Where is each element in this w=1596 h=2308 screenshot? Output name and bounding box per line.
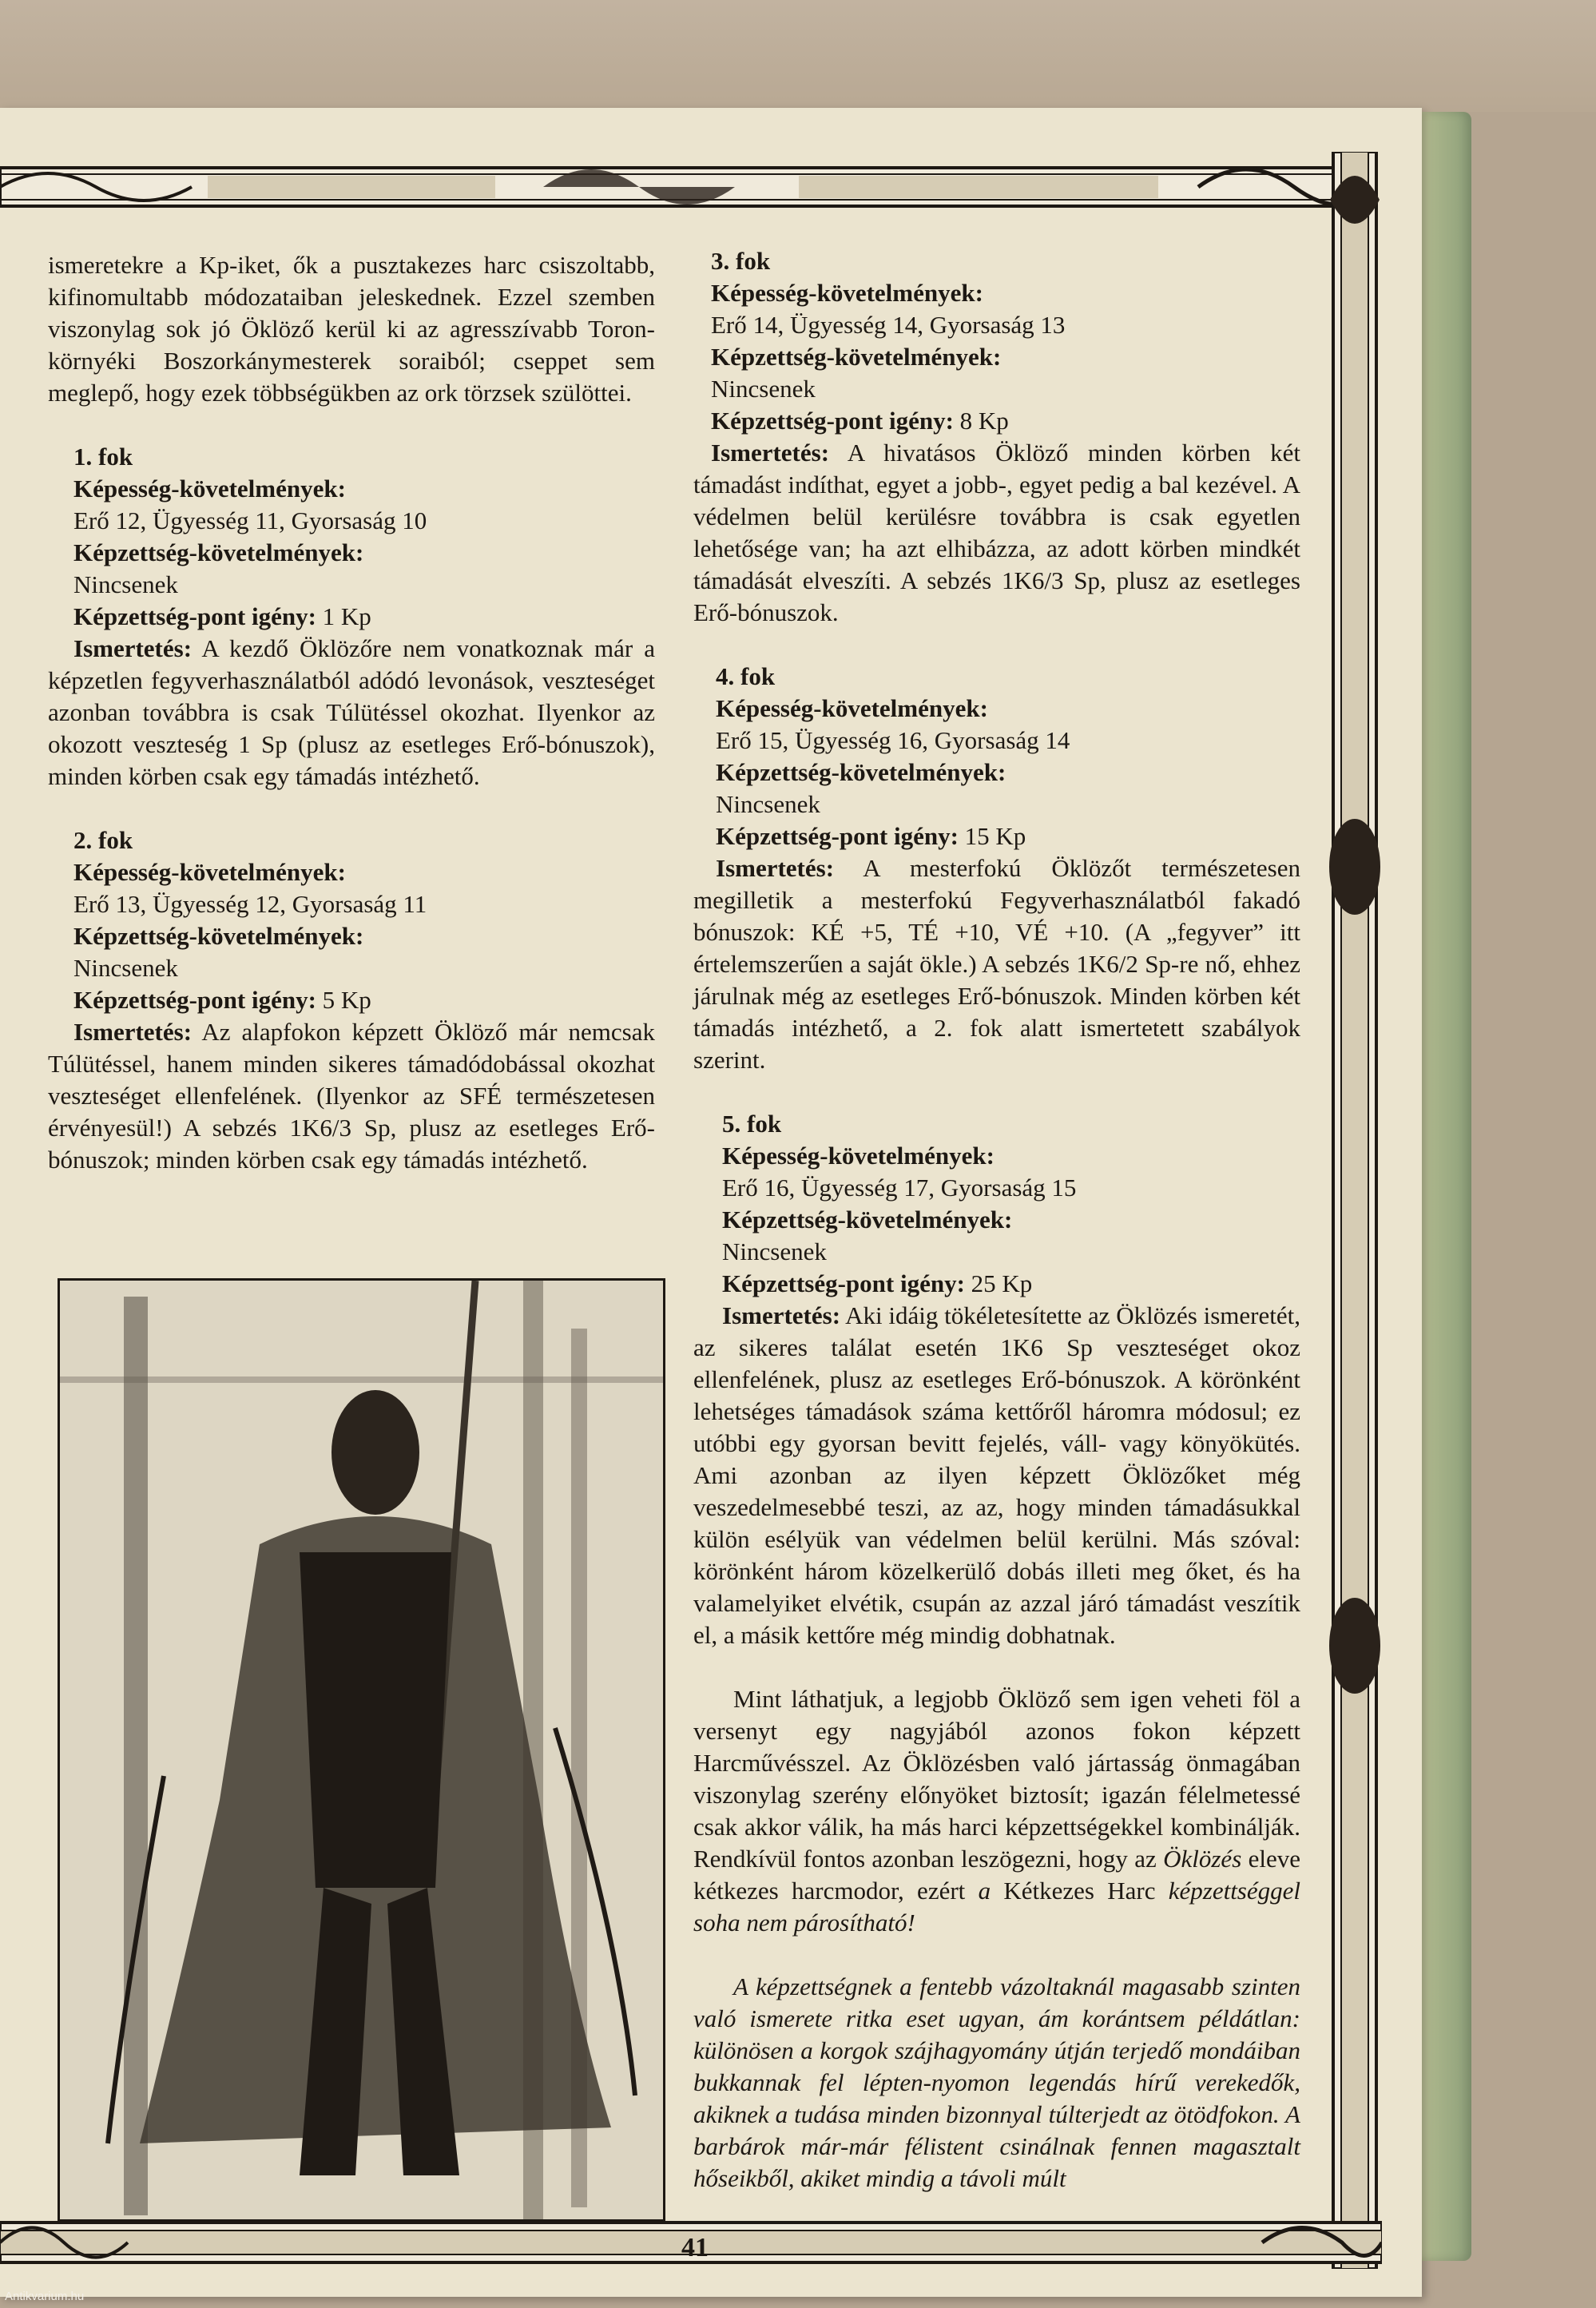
left-column (48, 249, 655, 1176)
section-title: 1. fok (73, 443, 133, 471)
kepzettseg-label: Képzettség-követelmények: (711, 343, 1002, 371)
background (0, 0, 1596, 112)
warrior-drawing (60, 1281, 663, 2219)
ismertetes-label: Ismertetés: (73, 1018, 193, 1046)
section-title: 2. fok (73, 826, 133, 854)
section-fok-1 (48, 441, 655, 633)
pont-label: Képzettség-pont igény: (711, 407, 954, 435)
kepesseg-value: Erő 16, Ügyesség 17, Gyorsaság 15 (722, 1174, 1077, 1202)
kepesseg-label: Képesség-követelmények: (722, 1142, 995, 1170)
kepzettseg-label: Képzettség-követelmények: (73, 922, 364, 950)
kepesseg-value: Erő 14, Ügyesség 14, Gyorsaság 13 (711, 311, 1066, 339)
kepzettseg-value: Nincsenek (716, 790, 820, 818)
kepesseg-label: Képesség-követelmények: (711, 279, 983, 307)
pont-value: 8 Kp (959, 407, 1009, 435)
section-title: 4. fok (716, 662, 776, 690)
kepesseg-value: Erő 12, Ügyesség 11, Gyorsaság 10 (73, 506, 427, 534)
ismertetes-text: A mesterfokú Öklözőt természetesen megilletik a mesterfokú Fegyverhasználatból fakadó bónuszok: KÉ +5, TÉ +10, VÉ +10. (A „fegyver” itt értelemszerűen a saját ökle.) A sebzés 1K6/2 Sp-re nő, ehhez járulnak még az esetleges Erő-bónuszok. Minden körben két támadás intézhető, a 2. fok alatt ismertetett szabályok szerint. (693, 854, 1300, 1074)
right-column (693, 245, 1300, 2195)
pont-label: Képzettség-pont igény: (722, 1269, 965, 1297)
ismertetes-label: Ismertetés: (711, 439, 830, 467)
watermark: Antikvarium.hu (5, 2290, 85, 2303)
intro-paragraph: ismeretekre a Kp-iket, ők a pusztakezes harc csiszoltabb, kifinomultabb módozataiban jeleskednek. Ezzel szemben viszonylag sok jó Öklöző kerül ki az agresszívabb Toron-környéki Boszorkánymesterek soraiból; cseppet sem meglepő, hogy ezek többségükben az ork törzsek szülöttei. (48, 251, 655, 407)
kepzettseg-label: Képzettség-követelmények: (73, 538, 364, 566)
kepzettseg-value: Nincsenek (73, 954, 178, 982)
page-number: 41 (681, 2233, 709, 2262)
kepesseg-value: Erő 13, Ügyesség 12, Gyorsaság 11 (73, 890, 427, 918)
section-fok-3 (693, 245, 1300, 437)
section-fok-2 (48, 824, 655, 1016)
ismertetes-text: A kezdő Öklözőre nem vonatkoznak már a képzetlen fegyverhasználatból adódó levonások, veszteséget azonban továbbra is csak Túlütéssel okozhat. Ilyenkor az okozott veszteség 1 Sp (plusz az esetleges Erő-bónuszok), minden körben csak egy támadás intézhető. (48, 634, 655, 790)
section-title: 3. fok (711, 247, 771, 275)
pont-value: 15 Kp (964, 822, 1026, 850)
ismertetes-label: Ismertetés: (73, 634, 193, 662)
section-fok-4 (693, 661, 1300, 852)
ismertetes-label: Ismertetés: (716, 854, 835, 882)
ornamental-border-right (1322, 152, 1388, 2269)
ismertetes-label: Ismertetés: (722, 1301, 841, 1329)
kepzettseg-value: Nincsenek (711, 375, 816, 403)
ornamental-border-top (0, 152, 1370, 222)
pont-value: 25 Kp (971, 1269, 1033, 1297)
ismertetes-text: A hivatásos Öklöző minden körben két támadást indíthat, egyet a jobb-, egyet pedig a bal kezével. A védelmen belül kerülésre továbbra is csak egyetlen lehetősége van; ha azt elhibázza, az adott körben mindkét támadását elveszíti. A sebzés 1K6/3 Sp, plusz az esetleges Erő-bónuszok. (693, 439, 1301, 626)
warrior-illustration (58, 1278, 665, 2222)
kepzettseg-value: Nincsenek (73, 570, 178, 598)
pont-value: 5 Kp (322, 986, 371, 1014)
kepzettseg-label: Képzettség-követelmények: (716, 758, 1006, 786)
kepzettseg-label: Képzettség-követelmények: (722, 1206, 1013, 1233)
kepesseg-label: Képesség-követelmények: (73, 858, 346, 886)
kepzettseg-value: Nincsenek (722, 1237, 827, 1265)
italic-paragraph: A képzettségnek a fentebb vázoltaknál magasabb szinten való ismerete ritka eset ugyan, ám korántsem példátlan: különösen a korgok szájhagyomány útján terjedő mondáiban bukkannak fel lépten-nyomon legendás hírű verekedők, akiknek a tudása minden bizonnyal túlterjedt az ötödfokon. A barbárok már-már félistent csinálnak fennen magasztalt hőseikből, akiket mindig a távoli múlt (693, 1972, 1300, 2192)
pont-label: Képzettség-pont igény: (716, 822, 959, 850)
ismertetes-text: Aki idáig tökéletesítette az Öklözés ismeretét, az sikeres találat esetén 1K6 Sp veszteséget okoz ellenfelének, plusz az esetleges Erő-bónuszok. A körönként lehetséges támadások száma kettőről háromra módosul; ez utóbbi egy gyorsan bevitt fejelés, váll- vagy könyökütés. Ami azonban az ilyen képzett Öklözőket még veszedelmesebbé teszi, az az, hogy minden támadásukkal külön esélyük van védelmen belül kerülni. Más szóval: körönként három közelkerülő dobás illeti meg őket, és ha valamelyiket elvétik, csupán az azzal járó támadást veszítik el, a másik kettőre még mindig dobhatnak. (693, 1301, 1300, 1649)
section-title: 5. fok (722, 1110, 782, 1138)
kepesseg-value: Erő 15, Ügyesség 16, Gyorsaság 14 (716, 726, 1070, 754)
pont-value: 1 Kp (322, 602, 371, 630)
ismertetes-text: Az alapfokon képzett Öklöző már nemcsak Túlütéssel, hanem minden sikeres támadódobással okozhat veszteséget ellenfelének. (Ilyenkor az SFÉ természetesen érvényesül!) A sebzés 1K6/3 Sp, plusz az esetleges Erő-bónuszok; minden körben csak egy támadás intézhető. (48, 1018, 656, 1174)
kepesseg-label: Képesség-követelmények: (716, 694, 988, 722)
pont-label: Képzettség-pont igény: (73, 986, 316, 1014)
section-fok-5 (693, 1108, 1300, 1300)
kepesseg-label: Képesség-követelmények: (73, 475, 346, 503)
pont-label: Képzettség-pont igény: (73, 602, 316, 630)
closing-paragraph: Mint láthatjuk, a legjobb Öklöző sem igen veheti föl a versenyt egy nagyjából azonos fokon képzett Harcművésszel. Az Öklözésben való jártasság önmagában viszonylag szerény előnyöket biztosít; igazán félelmetessé csak akkor válik, ha más harci képzettségekkel kombinálják. Rendkívül fontos azonban leszögezni, hogy az Öklözés eleve kétkezes harcmodor, ezért a Kétkezes Harc képzettséggel soha nem párosítható! (693, 1685, 1300, 1937)
